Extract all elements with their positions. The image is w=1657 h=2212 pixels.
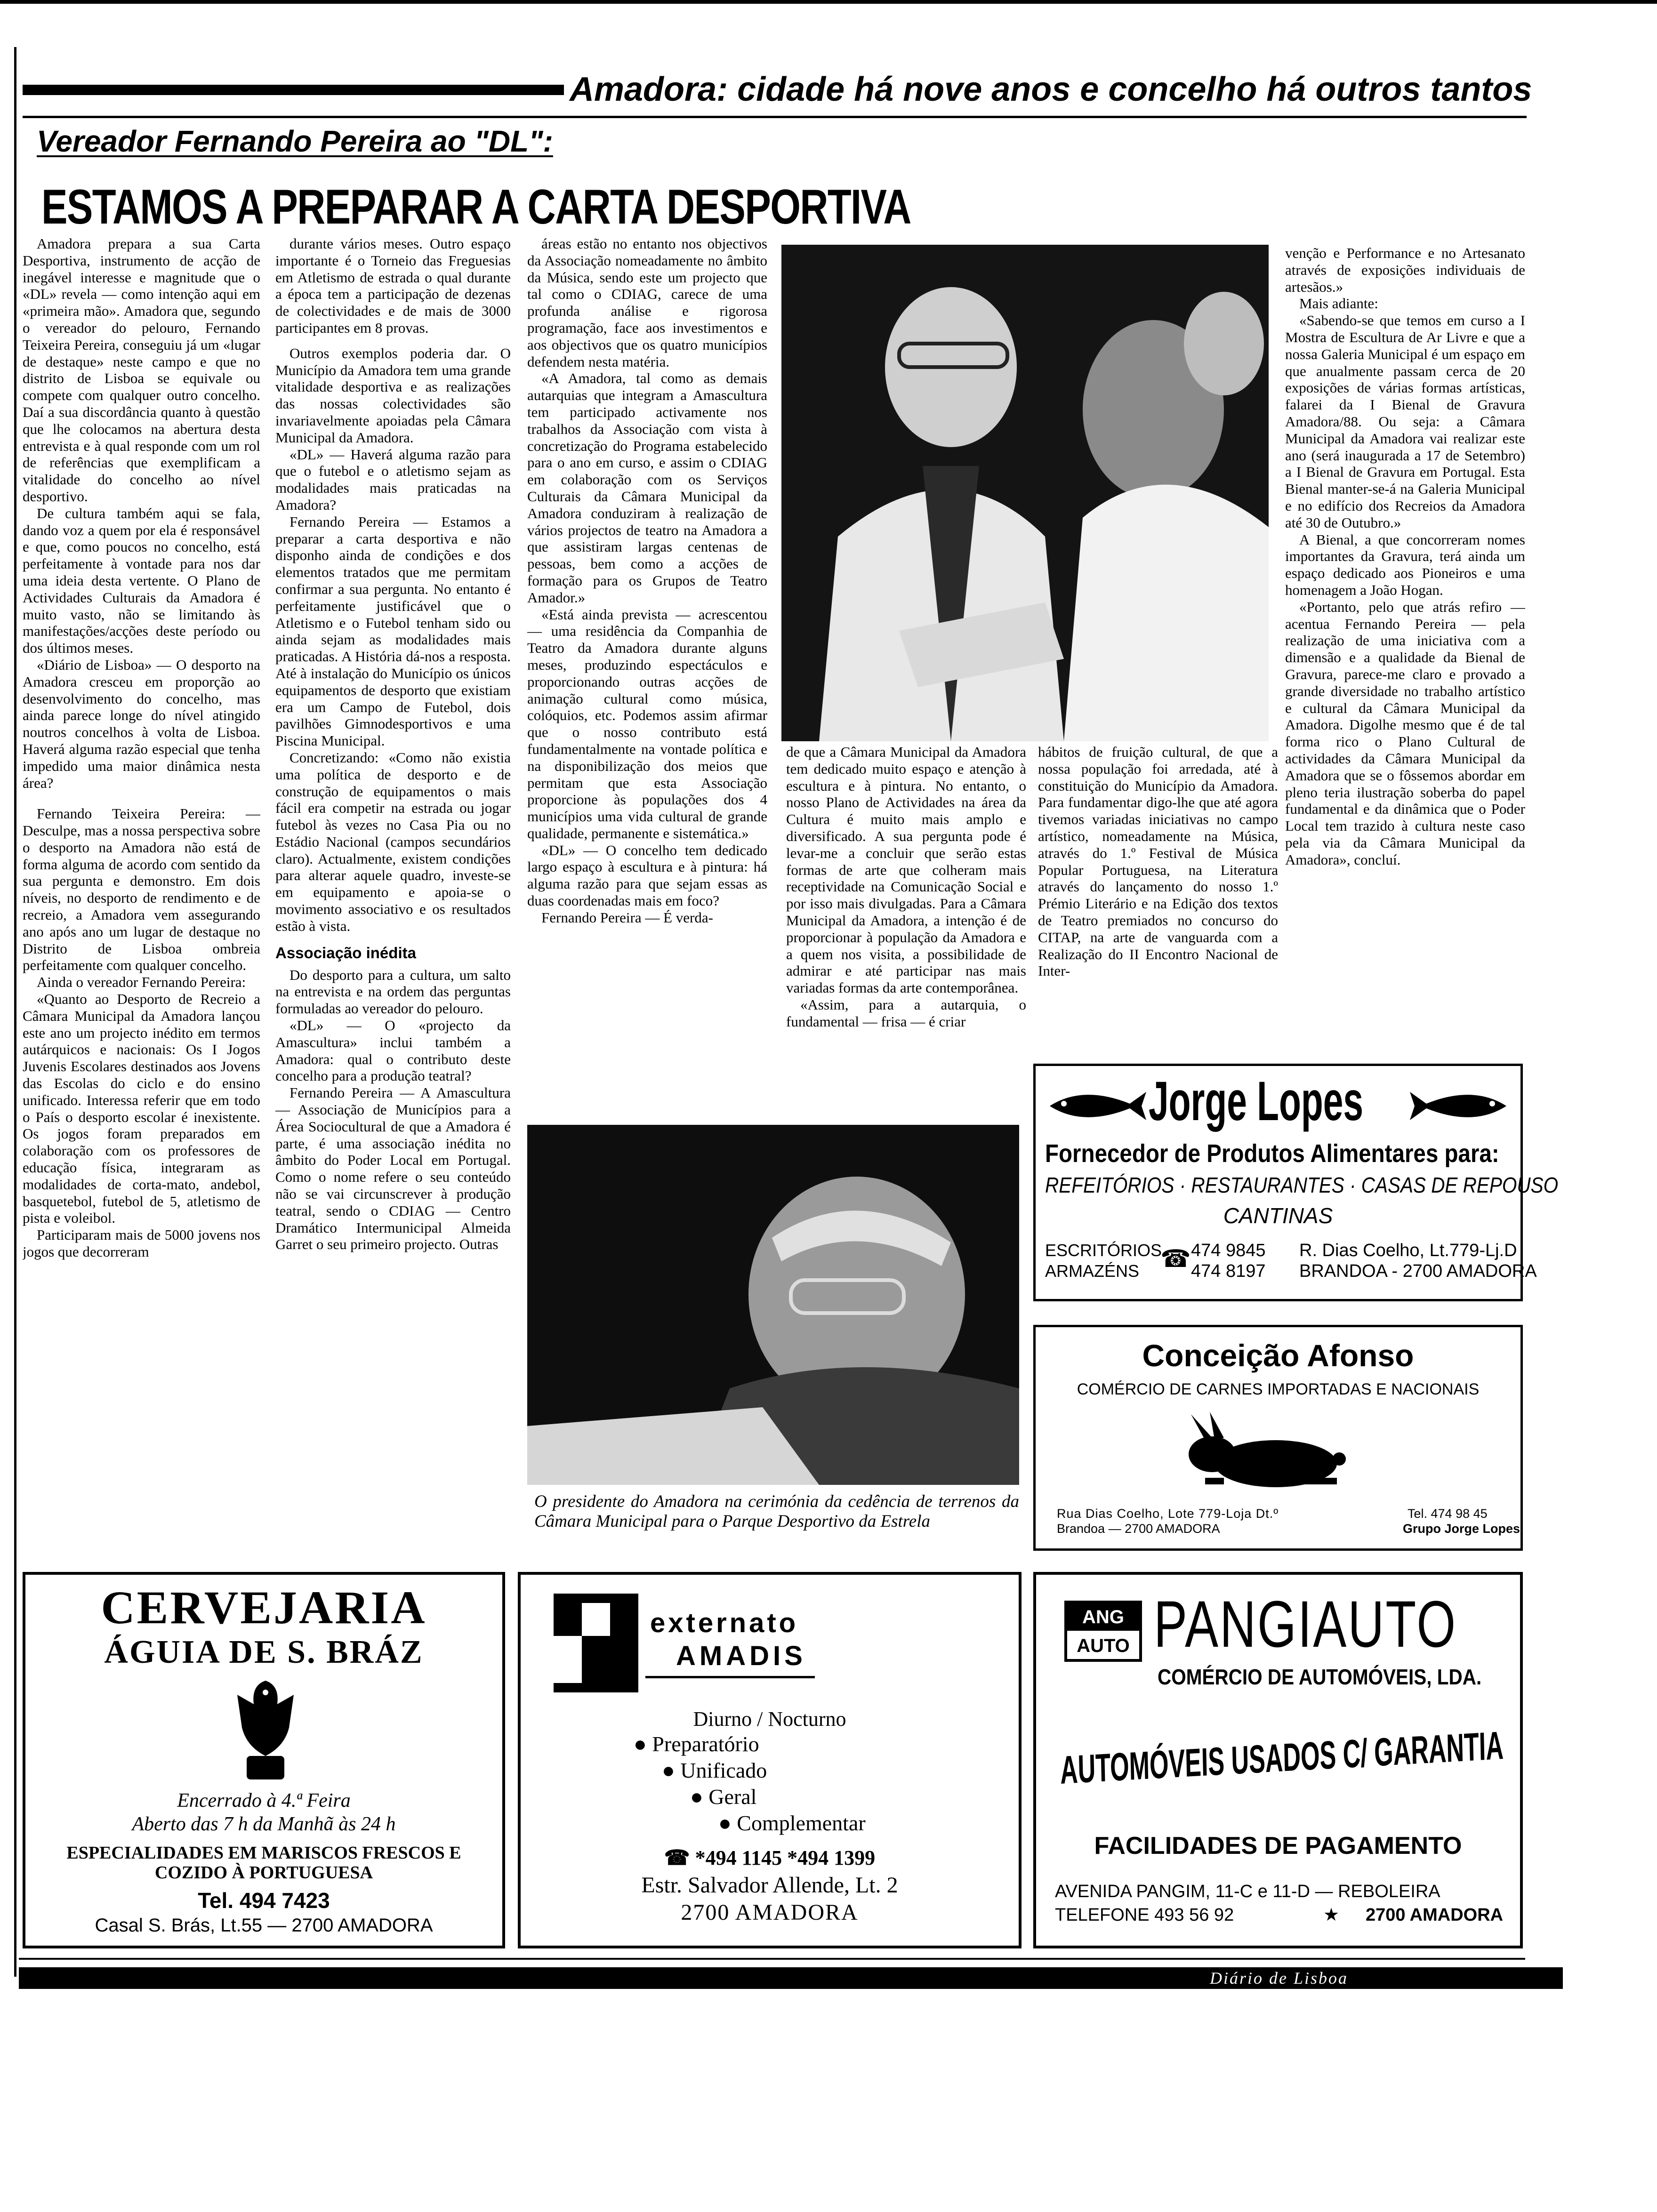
section-title: Amadora: cidade há nove anos e concelho há outros tantos — [570, 71, 1532, 108]
paragraph: «DL» — Haverá alguma razão para que o futebol e o atletismo sejam as modalidades mais praticadas na Amadora? — [275, 446, 511, 513]
phone-icon: ☎ — [1160, 1245, 1191, 1273]
paragraph: «Diário de Lisboa» — O desporto na Amadora cresceu em proporção ao desenvolvimento do concelho, mas ainda parece longe do nível atingido noutros concelhos à volta de Lisboa. Haverá alguma razão especial que tenha impedido uma maior dinâmica nesta área? — [23, 656, 260, 791]
subheading: Associação inédita — [275, 944, 416, 962]
externato-name2: AMADIS — [676, 1641, 806, 1671]
externato-underline — [645, 1676, 815, 1678]
article-column-4 — [786, 744, 1026, 1120]
paragraph: Concretizando: «Como não existia uma política de desporto e de construção de equipamentos o mais fácil era competir na estrada ou jogar futebol às vezes no Casa Pia ou no Estádio Nacional (campos secundários claro). Actualmente, existem condições para alterar aquele quadro, investe-se em equipamento e apoia-se o movimento associativo e os resultados estão à vista. — [275, 749, 511, 934]
eagle-icon — [218, 1676, 313, 1784]
paragraph: Participaram mais de 5000 jovens nos jogos que decorreram — [23, 1226, 260, 1260]
conceicao-name: Conceição Afonso — [1142, 1338, 1414, 1373]
externato-address2: 2700 AMADORA — [681, 1900, 859, 1925]
paragraph: Fernando Pereira — É verda- — [541, 909, 713, 926]
section-rule-bottom — [23, 116, 1527, 118]
pangiauto-address: AVENIDA PANGIM, 11-C e 11-D — REBOLEIRA — [1055, 1882, 1440, 1901]
conceicao-subtitle: COMÉRCIO DE CARNES IMPORTADAS E NACIONAIS — [1077, 1380, 1480, 1398]
article-column-3 — [527, 235, 767, 1120]
photo-caption: O presidente do Amadora na cerimónia da cedência de terrenos da Câmara Municipal para o Parque Desportivo da Estrela — [534, 1492, 1019, 1531]
kicker: Vereador Fernando Pereira ao "DL": — [37, 124, 553, 158]
conceicao-group: Grupo Jorge Lopes — [1403, 1522, 1520, 1536]
jorge-lopes-name: Jorge Lopes — [1149, 1070, 1364, 1132]
jorge-lopes-armazens: ARMAZÉNS — [1045, 1261, 1140, 1281]
externato-phones: *494 1145 *494 1399 — [695, 1846, 876, 1869]
pangiauto-logo-bottom: AUTO — [1077, 1635, 1130, 1656]
externato-level-label: Complementar — [737, 1811, 866, 1835]
top-page-rule — [0, 0, 1657, 4]
externato-level: ● Complementar — [718, 1811, 866, 1835]
rabbit-icon — [1177, 1412, 1346, 1492]
paragraph: Do desporto para a cultura, um salto na entrevista e na ordem das perguntas formuladas ao vereador do pelouro. — [275, 966, 511, 1017]
pangiauto-logo — [1064, 1601, 1142, 1662]
paragraph: «DL» — O concelho tem dedicado largo espaço à escultura e à pintura: há alguma razão para que sejam essas as duas coordenadas mais em foco? — [527, 842, 767, 909]
cervejaria-address: Casal S. Brás, Lt.55 — 2700 AMADORA — [95, 1915, 433, 1936]
paragraph: Mais adiante: — [1299, 295, 1378, 312]
page-frame-left — [14, 47, 16, 1977]
ad-cervejaria — [23, 1572, 505, 1948]
photo-ceremony-crowd-image — [781, 245, 1269, 741]
externato-level: ● Geral — [690, 1785, 757, 1809]
cervejaria-subtitle: ÁGUIA DE S. BRÁZ — [104, 1634, 424, 1670]
paragraph: A Bienal, a que concorreram nomes importantes da Gravura, terá ainda um espaço dedicado aos Pioneiros e uma homenagem a João Hogan. — [1285, 531, 1525, 598]
jorge-lopes-line1: REFEITÓRIOS · RESTAURANTES · CASAS DE REPOUSO — [1045, 1173, 1559, 1197]
paragraph: «Assim, para a autarquia, o fundamental — frisa — é criar — [786, 996, 1026, 1030]
paragraph: «Está ainda prevista — acrescentou — uma residência da Companhia de Teatro da Amadora durante alguns meses, produzindo espectáculos e proporcionando outras acções de animação cultural como música, colóquios, etc. Podemos assim afirmar que o nosso contributo está fundamentalmente na vontade política e na disponibilização dos meios que permitam que esta Associação proporcione às populações dos 4 municípios uma vida cultural de grande qualidade, permanente e sistemática.» — [527, 606, 767, 842]
paragraph: Amadora prepara a sua Carta Desportiva, instrumento de acção de inegável interesse e magnitude que o «DL» revela — como intenção aqui em «primeira mão». Amadora que, segundo o vereador do pelouro, Fernando Teixeira Pereira, conseguiu já um «lugar de destaque» neste campo e que no distrito de Lisboa se equivale ou compete com qualquer outro concelho. Daí a sua discordância quanto à questão que lhe colocamos na abertura desta entrevista e à qual responde com um rol de referências que exemplificam a vitalidade do concelho ao nível desportivo. — [23, 235, 260, 505]
externato-level: ● Unificado — [662, 1758, 767, 1782]
externato-phones-row — [521, 1845, 1019, 1871]
cervejaria-title: CERVEJARIA — [101, 1581, 427, 1634]
jorge-lopes-address1: R. Dias Coelho, Lt.779-Lj.D — [1299, 1241, 1517, 1260]
paragraph: «Quanto ao Desporto de Recreio a Câmara Municipal da Amadora lançou este ano um projecto inédito em termos autárquicos e nacionais: Os I Jogos Juvenis Escolares destinados aos Jovens das Escolas do ciclo e do ensino unificado. Interessa referir que em todo o País o desporto escolar é inexistente. Os jogos foram preparados em colaboração com os professores de educação física, integraram as modalidades de corta-mato, andebol, basquetebol, futebol de 5, atletismo de pista e voleibol. — [23, 991, 260, 1226]
article-column-6 — [1285, 245, 1525, 1064]
pangiauto-name: PANGIAUTO — [1154, 1587, 1457, 1661]
paragraph: durante vários meses. Outro espaço importante é o Torneio das Freguesias em Atletismo de estrada o qual durante a época tem a participação de dezenas de colectividades e de mais de 3000 participantes em 8 provas. — [275, 235, 511, 336]
externato-name1: externato — [650, 1608, 799, 1638]
externato-schedule: Diurno / Nocturno — [693, 1707, 846, 1731]
jorge-lopes-address2: BRANDOA - 2700 AMADORA — [1299, 1261, 1537, 1281]
paragraph: venção e Performance e no Artesanato através de exposições individuais de artesãos.» — [1285, 245, 1525, 295]
bottom-rule-thin — [19, 1958, 1525, 1960]
fish-icon — [1408, 1085, 1511, 1127]
externato-level-label: Unificado — [680, 1758, 767, 1782]
ad-pangiauto — [1033, 1572, 1523, 1948]
article-column-5 — [1038, 744, 1278, 1064]
pangiauto-slogan: AUTOMÓVEIS USADOS C/ GARANTIA — [1060, 1723, 1504, 1792]
jorge-lopes-line2: CANTINAS — [1223, 1203, 1333, 1228]
jorge-lopes-escritorios: ESCRITÓRIOS — [1045, 1241, 1162, 1260]
article-column-1 — [23, 235, 260, 1553]
paragraph: De cultura também aqui se fala, dando voz a quem por ela é responsável e que, como poucos no concelho, está perfeitamente à vontade para nos dar uma ideia desta vertente. O Plano de Actividades Culturais da Amadora é muito vasto, não se limitando às manifestações/acções deste período ou dos últimos meses. — [23, 505, 260, 657]
paragraph: áreas estão no entanto nos objectivos da Associação nomeadamente no âmbito da Música, sendo este um projecto que tal como o CDIAG, carece de uma profunda análise e rigorosa programação, face aos investimentos e aos objectivos que os quatro municípios defendem nesta matéria. — [527, 235, 767, 370]
externato-level-label: Geral — [708, 1785, 757, 1809]
paragraph: «Sabendo-se que temos em curso a I Mostra de Escultura de Ar Livre e que a nossa Galeria Municipal é um espaço em que anualmente passam cerca de 20 exposições de várias formas artísticas, falarei da I Bienal de Gravura Amadora/88. Ou seja: a Câmara Municipal da Amadora vai realizar este ano (será inaugurada a 17 de Setembro) a I Bienal de Gravura em Portugal. Esta Bienal manter-se-á na Galeria Municipal e no edifício dos Recreios da Amadora até 30 de Outubro.» — [1285, 312, 1525, 531]
article-column-2 — [275, 235, 511, 1553]
photo-ceremony-crowd — [781, 245, 1269, 741]
paragraph: «A Amadora, tal como as demais autarquias que integram a Amascultura tem participado activamente nos trabalhos da Associação com vista à concretização do Programa estabelecido para o ano em curso, e assim o CDIAG em colaboração com os Serviços Culturais da Câmara Municipal da Amadora conduziram à realização de vários projectos de teatro na Amadora a que assistiram largas centenas de pessoas, bem como a acções de formação para os Grupos de Teatro Amador.» — [527, 370, 767, 606]
ad-externato-amadis — [518, 1572, 1022, 1948]
cervejaria-hours: Aberto das 7 h da Manhã às 24 h — [132, 1813, 396, 1835]
pangiauto-city: 2700 AMADORA — [1366, 1905, 1504, 1925]
paragraph: Fernando Teixeira Pereira: — Desculpe, mas a nossa perspectiva sobre o desporto na Amadora não está de forma alguma de acordo com sentido da sua pergunta e demonstro. Em dois níveis, no desporto de rendimento e de recreio, a Amadora vem assegurando ano após ano um lugar de destaque no Distrito de Lisboa ombreia perfeitamente com qualquer concelho. — [23, 805, 260, 974]
paragraph: Fernando Pereira — Estamos a preparar a carta desportiva e não disponho ainda de condições e dos elementos tratados que me permitam confirmar a sua pergunta. No entanto é perfeitamente justificável que o Atletismo e o Futebol tenham sido ou ainda sejam as modalidades mais praticadas. A História dá-nos a resposta. Até à instalação do Município os únicos equipamentos de desporto que existiam era um Campo de Futebol, dois pavilhões Gimnodesportivos e uma Piscina Municipal. — [275, 513, 511, 749]
footer-label: Diário de Lisboa — [1210, 1969, 1349, 1988]
cervejaria-specialty: ESPECIALIDADES EM MARISCOS FRESCOS E COZIDO À PORTUGUESA — [66, 1843, 461, 1883]
pangiauto-facilities: FACILIDADES DE PAGAMENTO — [1094, 1832, 1462, 1859]
headline: ESTAMOS A PREPARAR A CARTA DESPORTIVA — [41, 180, 911, 234]
photo-president-signing-image — [527, 1125, 1019, 1485]
conceicao-address2: Brandoa — 2700 AMADORA — [1057, 1522, 1220, 1536]
paragraph: «DL» — O «projecto da Amascultura» inclui também a Amadora: qual o contributo deste concelho para a produção teatral? — [275, 1017, 511, 1084]
phone-icon: ☎ — [664, 1846, 695, 1869]
externato-level-label: Preparatório — [652, 1732, 759, 1756]
jorge-lopes-phone1: 474 9845 — [1191, 1241, 1266, 1260]
paragraph: Outros exemplos poderia dar. O Município da Amadora tem uma grande vitalidade desportiva e as realizações das nossas colectividades são invariavelmente apoiadas pela Câmara Municipal da Amadora. — [275, 345, 511, 446]
ad-jorge-lopes — [1033, 1064, 1559, 1301]
pangiauto-logo-top: ANG — [1067, 1603, 1139, 1631]
fish-icon — [1045, 1085, 1149, 1127]
conceicao-phone: Tel. 474 98 45 — [1408, 1507, 1488, 1521]
paragraph: Ainda o vereador Fernando Pereira: — [37, 974, 246, 991]
cervejaria-closed: Encerrado à 4.ª Feira — [177, 1790, 351, 1811]
externato-level: ● Preparatório — [634, 1732, 759, 1756]
cervejaria-tel: Tel. 494 7423 — [198, 1888, 330, 1913]
pangiauto-phone: TELEFONE 493 56 92 — [1055, 1905, 1234, 1925]
paragraph: «Portanto, pelo que atrás refiro — acentua Fernando Pereira — pela realização de uma iniciativa com a dimensão e a qualidade da Bienal de Gravura, parece-me claro e provado a grande diversidade no trabalho artístico e cultural da Câmara Municipal da Amadora. Digolhe mesmo que é de tal forma rico o Plano Cultural de actividades da Câmara Municipal da Amadora que se o fôssemos abordar em pleno teria ilustração soberba do papel fundamental e da dinâmica que o Poder Local tem trazido à cultura neste caso pela via da Câmara Municipal da Amadora», concluí. — [1285, 598, 1525, 868]
paragraph: Fernando Pereira — A Amascultura — Associação de Municípios para a Área Sociocultural de que a Amadora é parte, é uma associação inédita no âmbito do Poder Local em Portugal. Como o nome refere o seu conteúdo não se vai circunscrever à produção teatral, sendo o CDIAG — Centro Dramático Intermunicipal Almeida Garret o seu primeiro projecto. Outras — [275, 1084, 511, 1253]
paragraph: hábitos de fruição cultural, de que a nossa população foi arredada, até à constituição do Município da Amadora. Para fundamentar digo-lhe que até agora tivemos variadas iniciativas no campo artístico, nomeadamente na Música, através do 1.º Festival de Música Popular Portuguesa, na Literatura através do lançamento do nosso 1.º Prémio Literário e na Edição dos textos de Teatro premiados no concurso do CITAP, na arte de vanguarda com a Realização do II Encontro Nacional de Inter- — [1038, 744, 1278, 979]
externato-address1: Estr. Salvador Allende, Lt. 2 — [641, 1873, 898, 1898]
jorge-lopes-phone2: 474 8197 — [1191, 1261, 1266, 1281]
star-icon: ★ — [1323, 1905, 1340, 1925]
jorge-lopes-subtitle: Fornecedor de Produtos Alimentares para: — [1045, 1139, 1499, 1168]
ad-conceicao-afonso — [1033, 1325, 1523, 1551]
pangiauto-subtitle: COMÉRCIO DE AUTOMÓVEIS, LDA. — [1158, 1665, 1482, 1689]
photo-president-signing — [527, 1125, 1019, 1485]
paragraph: de que a Câmara Municipal da Amadora tem dedicado muito espaço e atenção à escultura e à pintura. No entanto, o nosso Plano de Actividades na área da Cultura é muito mais amplo e diversificado. A sua pergunta pode é levar-me a concluir que serão estas formas de arte que colheram mais receptividade na Comunicação Social e por isso mais divulgadas. Para a Câmara Municipal da Amadora, a intenção é de proporcionar à população da Amadora e a quem nos visita, a possibilidade de admirar e até participar nas mais variadas formas da arte contemporânea. — [786, 744, 1026, 996]
conceicao-address1: Rua Dias Coelho, Lote 779-Loja Dt.º — [1057, 1507, 1279, 1521]
section-rule — [23, 85, 564, 95]
externato-logo-icon — [554, 1594, 638, 1692]
